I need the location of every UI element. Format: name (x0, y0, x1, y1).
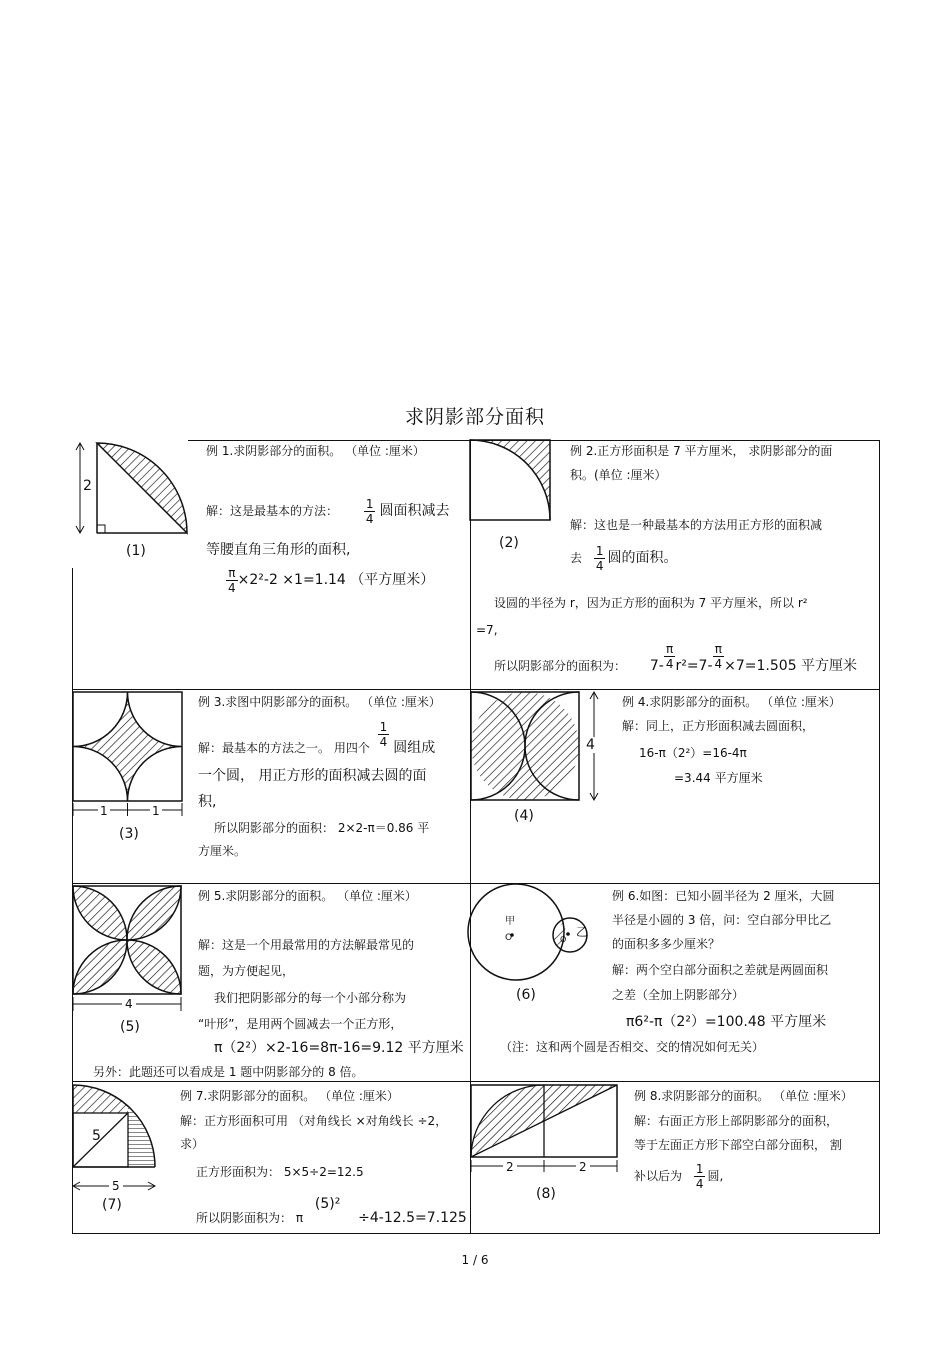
fig1-dim: 2 (83, 478, 92, 494)
ex7-sol-2: 求） (180, 1137, 205, 1151)
page-number: 1 / 6 (461, 1253, 489, 1267)
ex1-sol-suffix: 圆面积减去 (379, 503, 450, 519)
ex4-heading: 例 4.求阴影部分的面积。 （单位 :厘米） (622, 695, 841, 709)
fig1-label: (1) (126, 543, 146, 559)
fig7-dim-diag: 5 (92, 1128, 101, 1144)
figure-5 (73, 886, 181, 1011)
page-title: 求阴影部分面积 (404, 406, 545, 428)
ex1-formula (226, 566, 434, 595)
figure-6 (468, 884, 587, 980)
fig3-label: (3) (119, 826, 139, 842)
ex4-sol-1: 解：同上，正方形面积减去圆面积， (622, 719, 815, 733)
ex6-sol-2: 之差（全加上阴影部分） (612, 988, 745, 1002)
ex2-sol2-suffix: 圆的面积。 (607, 550, 678, 566)
ex2-sol5-c: ×7=1.505 平方厘米 (724, 658, 858, 674)
ex3-fraction: $\frac{1}{4}$ (379, 720, 388, 749)
ex2-fraction: $\frac{1}{4}$ (595, 544, 604, 573)
fig6-small-label: 乙 (576, 925, 589, 939)
ex8-sol3-prefix: 补以后为 (634, 1169, 683, 1183)
ex2-sol-1: 解：这也是一种最基本的方法用正方形的面积减 (570, 518, 823, 532)
ex3-sol-suffix: 圆组成 (393, 740, 436, 756)
ex5-sol-3: 我们把阴影部分的每一个小部分称为 (214, 991, 407, 1005)
figure-1 (76, 443, 187, 533)
ex6-heading-3: 的面积多多少厘米？ (612, 937, 721, 951)
ex3-sol-prefix: 解：最基本的方法之一。 用四个 (198, 741, 370, 755)
ex1-heading: 例 1.求阴影部分的面积。 （单位 :厘米） (206, 444, 425, 458)
fig8-dim1: 2 (503, 1159, 517, 1175)
fig5-label: (5) (120, 1019, 140, 1035)
fig4-label: (4) (514, 808, 534, 824)
ex2-sol5-b: r²=7- (675, 658, 713, 674)
ex7-sol-3: 正方形面积为： 5×5÷2=12.5 (196, 1165, 364, 1179)
ex8-heading: 例 8.求阴影部分的面积。 （单位 :厘米） (634, 1089, 853, 1103)
ex7-sol4-prefix: 所以阴影面积为： π (196, 1211, 304, 1225)
ex3-sol-4: 所以阴影部分的面积： 2×2-π＝0.86 平 (214, 821, 430, 835)
ex1-pi-fraction: $\frac{\pi}{4}$ (228, 566, 236, 595)
ex2-sol-3: 设圆的半径为 r，因为正方形的面积为 7 平方厘米，所以 r² (494, 596, 808, 610)
figure-8 (471, 1085, 617, 1172)
ex1-formula-text: ×2²-2 ×1=1.14 （平方厘米） (237, 572, 435, 588)
ex6-sol-1: 解：两个空白部分面积之差就是两圆面积 (612, 963, 829, 977)
ex7-sol-1: 解：正方形面积可用 （对角线长 ×对角线长 ÷2， (180, 1114, 448, 1128)
ex3-heading: 例 3.求图中阴影部分的面积。 （单位 :厘米） (198, 695, 441, 709)
ex2-sol-2 (570, 544, 677, 573)
ex1-fraction: $\frac{1}{4}$ (365, 497, 374, 526)
fig6-big-label: 甲 (505, 916, 515, 927)
ex3-sol-2: 一个圆， 用正方形的面积减去圆的面 (198, 768, 427, 784)
ex5-extra: 另外：此题还可以看成是 1 题中阴影部分的 8 倍。 (93, 1065, 364, 1079)
ex5-sol-4: “叶形”，是用两个圆减去一个正方形， (198, 1017, 403, 1031)
ex8-fraction: $\frac{1}{4}$ (695, 1162, 704, 1191)
ex6-note: （注：这和两个圆是否相交、交的情况如何无关） (500, 1040, 765, 1054)
figure-2 (470, 440, 550, 520)
ex2-sol5-a: 7- (649, 658, 664, 674)
ex8-sol-1: 解：右面正方形上部阴影部分的面积， (634, 1114, 839, 1128)
figure-4 (471, 692, 598, 800)
ex8-sol-3 (634, 1162, 723, 1191)
ex5-heading: 例 5.求阴影部分的面积。 （单位 :厘米） (198, 889, 417, 903)
fig7-label: (7) (102, 1197, 122, 1213)
fig8-label: (8) (536, 1186, 556, 1202)
ex2-heading-1: 例 2.正方形面积是 7 平方厘米， 求阴影部分的面 (570, 444, 833, 458)
fig4-dim: 4 (586, 737, 595, 753)
fig7-dim-bottom: 5 (109, 1178, 123, 1194)
ex2-heading-2: 积。(单位 :厘米） (570, 468, 667, 482)
figure-7 (73, 1085, 155, 1190)
ex5-sol-2: 题，为方便起见， (198, 964, 295, 978)
ex7-heading: 例 7.求阴影部分的面积。 （单位 :厘米） (180, 1089, 399, 1103)
ex2-sol-4: =7, (476, 623, 498, 637)
fig5-dim: 4 (122, 996, 136, 1012)
fig3-dim2: 1 (152, 804, 160, 818)
ex3-sol-1 (198, 720, 436, 756)
fig2-label: (2) (499, 535, 519, 551)
fig3-dim1: 1 (100, 804, 108, 818)
ex5-sol-1: 解：这是一个用最常用的方法解最常见的 (198, 938, 415, 952)
fig6-o-small: O (560, 935, 567, 944)
ex3-sol-3: 积, (198, 794, 217, 810)
ex3-sol-5: 方厘米。 (198, 844, 247, 858)
fig6-o-big: O (505, 933, 513, 943)
ex8-sol-2: 等于左面正方形下部空白部分面积， 割 (634, 1138, 842, 1152)
ex1-sol-prefix: 解：这是最基本的方法： (206, 504, 339, 518)
ex2-pi-fraction-2: $\frac{\pi}{4}$ (714, 642, 723, 671)
ex2-pi-fraction-1: $\frac{\pi}{4}$ (665, 642, 674, 671)
ex1-solution-line1 (206, 497, 449, 526)
ex4-sol-3: =3.44 平方厘米 (674, 771, 763, 785)
ex2-sol2-prefix: 去 (570, 551, 583, 565)
ex7-sol-4 (196, 1196, 467, 1226)
ex8-sol3-suffix: 圆, (707, 1169, 724, 1183)
ex6-heading-2: 半径是小圆的 3 倍，问：空白部分甲比乙 (612, 913, 832, 927)
ex7-sol4-suffix: ÷4-12.5=7.125 (358, 1210, 467, 1226)
ex6-heading-1: 例 6.如图：已知小圆半径为 2 厘米，大圆 (612, 889, 835, 903)
fig8-dim2: 2 (576, 1159, 590, 1175)
ex1-solution-line2: 等腰直角三角形的面积, (206, 542, 351, 558)
ex2-sol-5 (494, 642, 858, 674)
ex5-sol-5: π（2²）×2-16=8π-16=9.12 平方厘米 (214, 1040, 464, 1056)
fig6-label: (6) (516, 987, 536, 1003)
figure-3 (73, 692, 182, 816)
ex4-sol-2: 16-π（2²）=16-4π (639, 746, 747, 760)
ex6-sol-3: π6²-π（2²）=100.48 平方厘米 (626, 1014, 827, 1030)
ex2-sol5-prefix: 所以阴影部分的面积为： (494, 659, 627, 673)
ex7-sol4-sup: (5)² (314, 1196, 341, 1212)
